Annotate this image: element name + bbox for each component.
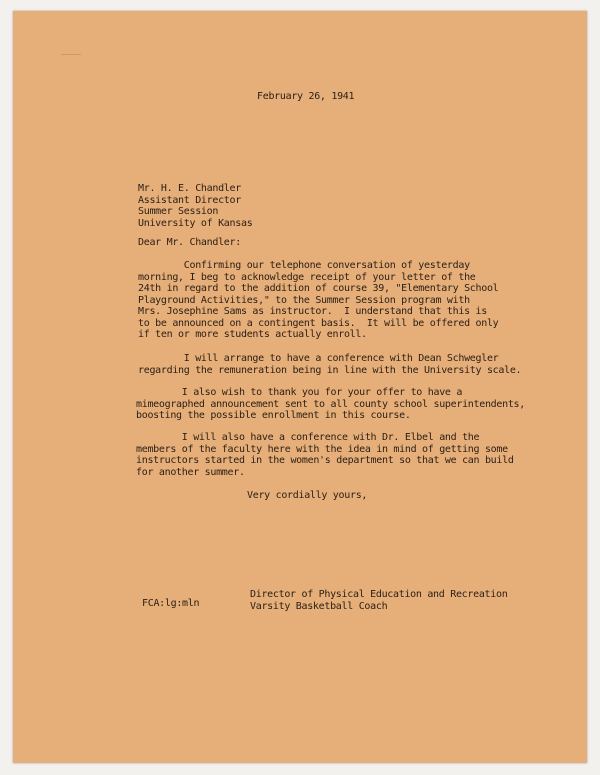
letter-date: February 26, 1941 — [257, 91, 355, 102]
body-line: Mrs. Josephine Sams as instructor. I understand that this is — [138, 306, 487, 317]
paragraph-3 — [136, 387, 525, 422]
salutation: Dear Mr. Chandler: — [138, 237, 241, 248]
body-line: members of the faculty here with the idea in mind of getting some — [136, 443, 508, 455]
body-line: morning, I beg to acknowledge receipt of your letter of the — [138, 271, 476, 283]
body-line: 24th in regard to the addition of course 39, "Elementary School — [138, 283, 499, 294]
recipient-line: Assistant Director — [138, 194, 241, 206]
body-line: I will arrange to have a conference with Dean Schwegler — [138, 353, 499, 364]
body-line: Confirming our telephone conversation of yesterday — [138, 260, 470, 271]
body-line: mimeographed announcement sent to all county school superintendents, — [136, 398, 525, 410]
body-line: Playground Activities," to the Summer Session program with — [138, 294, 470, 306]
paragraph-1 — [138, 260, 498, 341]
body-line: I will also have a conference with Dr. Elbel and the — [136, 432, 480, 443]
paragraph-2 — [138, 353, 521, 376]
body-line: if ten or more students actually enroll. — [138, 329, 367, 340]
body-line: I also wish to thank you for your offer to have a — [136, 387, 463, 398]
signature-line: Director of Physical Education and Recreation — [250, 589, 508, 600]
corner-mark — [61, 54, 81, 55]
signature-line: Varsity Basketball Coach — [250, 600, 388, 612]
body-line: for another summer. — [136, 466, 245, 478]
body-line: to be announced on a contingent basis. It will be offered only — [138, 317, 499, 329]
paragraph-4 — [136, 432, 514, 478]
reference-initials: FCA:lg:mln — [142, 598, 200, 609]
recipient-address — [138, 183, 252, 229]
body-line: boosting the possible enrollment in this course. — [136, 410, 411, 421]
recipient-line: Summer Session — [138, 206, 219, 217]
recipient-line: University of Kansas — [138, 217, 253, 229]
signature-block — [250, 589, 507, 612]
body-line: instructors started in the women's department so that we can build — [136, 455, 514, 466]
body-line: regarding the remuneration being in line with the University scale. — [138, 364, 522, 376]
recipient-line: Mr. H. E. Chandler — [138, 183, 241, 194]
complimentary-close: Very cordially yours, — [247, 490, 368, 501]
